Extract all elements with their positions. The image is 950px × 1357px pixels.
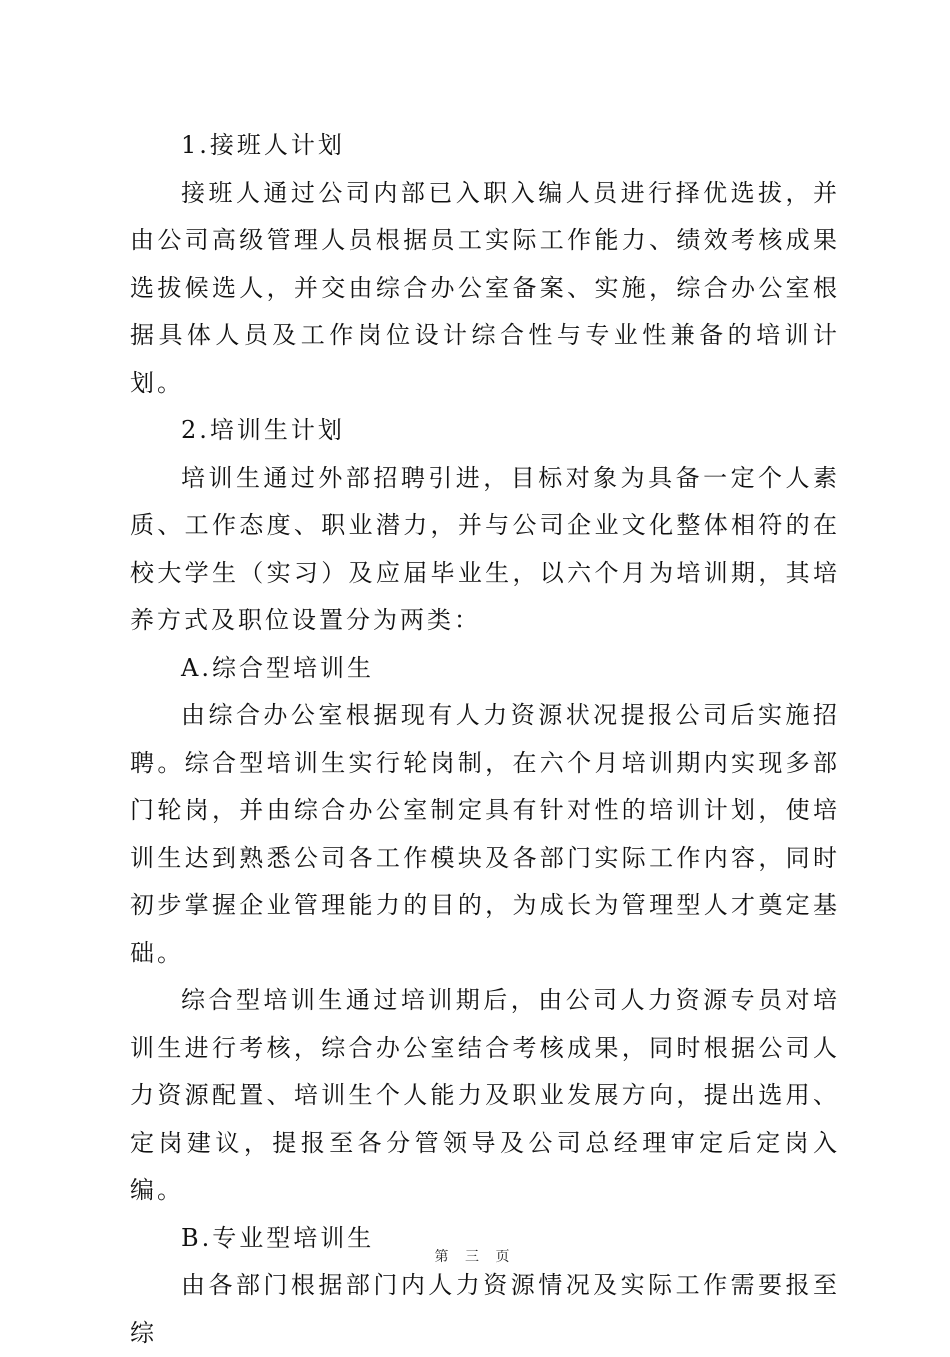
paragraph-comprehensive-trainee-recruitment: 由综合办公室根据现有人力资源状况提报公司后实施招聘。综合型培训生实行轮岗制，在六个月培训期内实现多部门轮岗，并由综合办公室制定具有针对性的培训计划，使培训生达到熟悉公司各工作模块及各部门实际工作内容，同时初步掌握企业管理能力的目的，为成长为管理型人才奠定基础。 — [130, 701, 840, 967]
paragraph-successor-plan: 接班人通过公司内部已入职入编人员进行择优选拔，并由公司高级管理人员根据员工实际工作能力、绩效考核成果选拔候选人，并交由综合办公室备案、实施，综合办公室根据具体人员及工作岗位设计综合性与专业性兼备的培训计划。 — [130, 178, 840, 397]
section-heading-trainee-plan: 2.培训生计划 — [181, 416, 345, 444]
subsection-heading-professional-trainee: B.专业型培训生 — [181, 1223, 375, 1252]
page-number: 第 三 页 — [434, 1249, 516, 1265]
subsection-heading-comprehensive-trainee: A.综合型培训生 — [181, 653, 374, 682]
paragraph-trainee-plan: 培训生通过外部招聘引进，目标对象为具备一定个人素质、工作态度、职业潜力，并与公司企业文化整体相符的在校大学生（实习）及应届毕业生，以六个月为培训期，其培养方式及职位设置分为两类： — [130, 463, 840, 634]
paragraph-comprehensive-trainee-assessment: 综合型培训生通过培训期后，由公司人力资源专员对培训生进行考核，综合办公室结合考核成果，同时根据公司人力资源配置、培训生个人能力及职业发展方向，提出选用、定岗建议，提报至各分管领导及公司总经理审定后定岗入编。 — [130, 986, 840, 1204]
section-heading-successor-plan: 1.接班人计划 — [181, 131, 345, 159]
paragraph-professional-trainee: 由各部门根据部门内人力资源情况及实际工作需要报至综 — [130, 1271, 840, 1347]
document-body — [130, 122, 840, 1357]
